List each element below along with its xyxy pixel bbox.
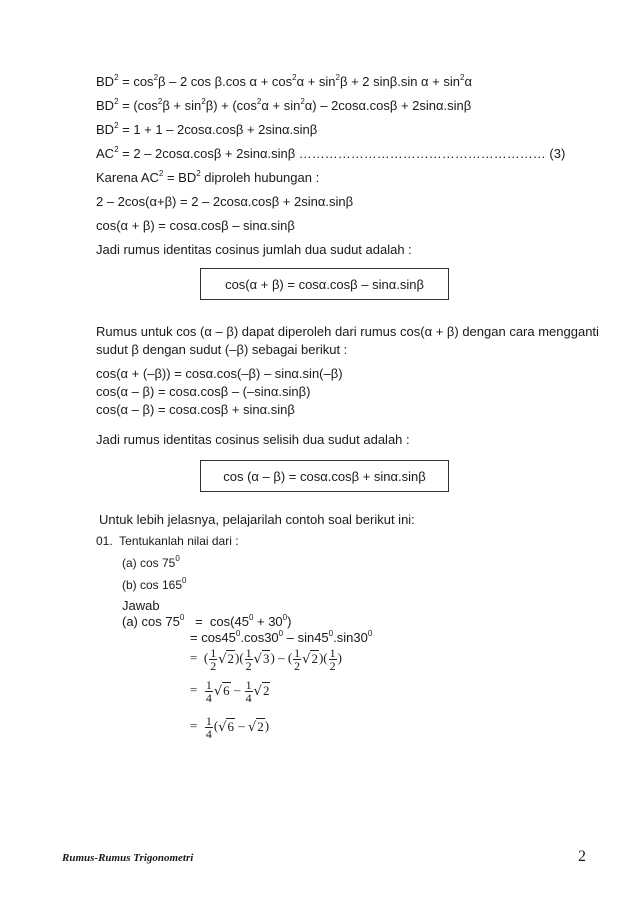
equation-bd2-expanded: $BD^2 = \cos^2\beta - 2$ cos β.cos $\alpha + \cos^2\alpha + \sin^2\beta + 2$ sinβ.sin $\alpha + \sin^2\alpha$ — [96, 73, 472, 89]
solution-step-4: = $\frac{1}{4}$ √6 – $\frac{1}{4}$ √2 — [190, 677, 270, 705]
example-item-b: (b) $\cos 165^0$ — [122, 576, 187, 592]
solution-step-1: (a) $\cos 75^0 = \cos(45^0 + 30^0)$ — [122, 613, 292, 629]
example-item-a: (a) $\cos 75^0$ — [122, 554, 180, 570]
paragraph-difference-2: sudut β dengan sudut (–β) sebagai berikut : — [96, 342, 348, 357]
example-question: 01. Tentukanlah nilai dari : — [96, 534, 239, 548]
equation-bd2-simplified: $BD^2 = 1 + 1 - 2\cos\alpha.\cos\beta + 2\sin\alpha.\sin\beta$ — [96, 121, 318, 137]
statement-karena: Karena $AC^2 = BD^2$ diproleh hubungan : — [96, 169, 320, 185]
paragraph-difference-1: Rumus untuk cos (α – β) dapat diperoleh dari rumus cos(α + β) dengan cara mengganti — [96, 324, 599, 339]
equation-bd2-grouped: $BD^2 = (\cos^2\beta + \sin^2\beta) + (\cos^2\alpha + \sin^2\alpha) - 2\cos\alpha.\cos\beta + 2\sin\alpha.\sin\beta$ — [96, 97, 472, 113]
formula-box-cos-difference — [200, 460, 449, 492]
example-intro: Untuk lebih jelasnya, pelajarilah contoh soal berikut ini: — [99, 512, 415, 527]
solution-step-5: = $\frac{1}{4}$ (√6 – √2) — [190, 713, 270, 741]
equation-diff-1: cos(α + (–β)) = cosα.cos(–β) – sinα.sin(–β) — [96, 366, 343, 381]
formula-box-cos-sum — [200, 268, 449, 300]
solution-step-3: = ( $\frac{1}{2}$ √2)( $\frac{1}{2}$ √3) – ( $\frac{1}{2}$ √2)( $\frac{1}{2}$ ) — [190, 645, 342, 673]
equation-cos-sum: cos(α + β) = cosα.cosβ – sinα.sinβ — [96, 218, 295, 233]
equation-ac2: $AC^2 = 2 - 2\cos\alpha.\cos\beta + 2\sin\alpha.\sin\beta$ ………………………………………………… (3) — [96, 145, 566, 161]
conclusion-difference: Jadi rumus identitas cosinus selisih dua sudut adalah : — [96, 432, 410, 447]
jawab-label: Jawab — [122, 598, 160, 613]
page-number: 2 — [578, 848, 586, 865]
equation-relation: 2 – 2cos(α+β) = 2 – 2cosα.cosβ + 2sinα.sinβ — [96, 194, 354, 209]
conclusion-sum: Jadi rumus identitas cosinus jumlah dua sudut adalah : — [96, 242, 412, 257]
equation-diff-3: cos(α – β) = cosα.cosβ + sinα.sinβ — [96, 402, 295, 417]
solution-step-2: = $\cos 45^0.\cos 30^0 - \sin 45^0.\sin 30^0$ — [190, 629, 373, 645]
footer-title: Rumus-Rumus Trigonometri — [62, 852, 194, 864]
formula-cos-sum: cos(α + β) = cosα.cosβ – sinα.sinβ — [225, 276, 424, 292]
equation-diff-2: cos(α – β) = cosα.cosβ – (–sinα.sinβ) — [96, 384, 311, 399]
formula-cos-difference: cos (α – β) = cosα.cosβ + sinα.sinβ — [223, 468, 426, 484]
